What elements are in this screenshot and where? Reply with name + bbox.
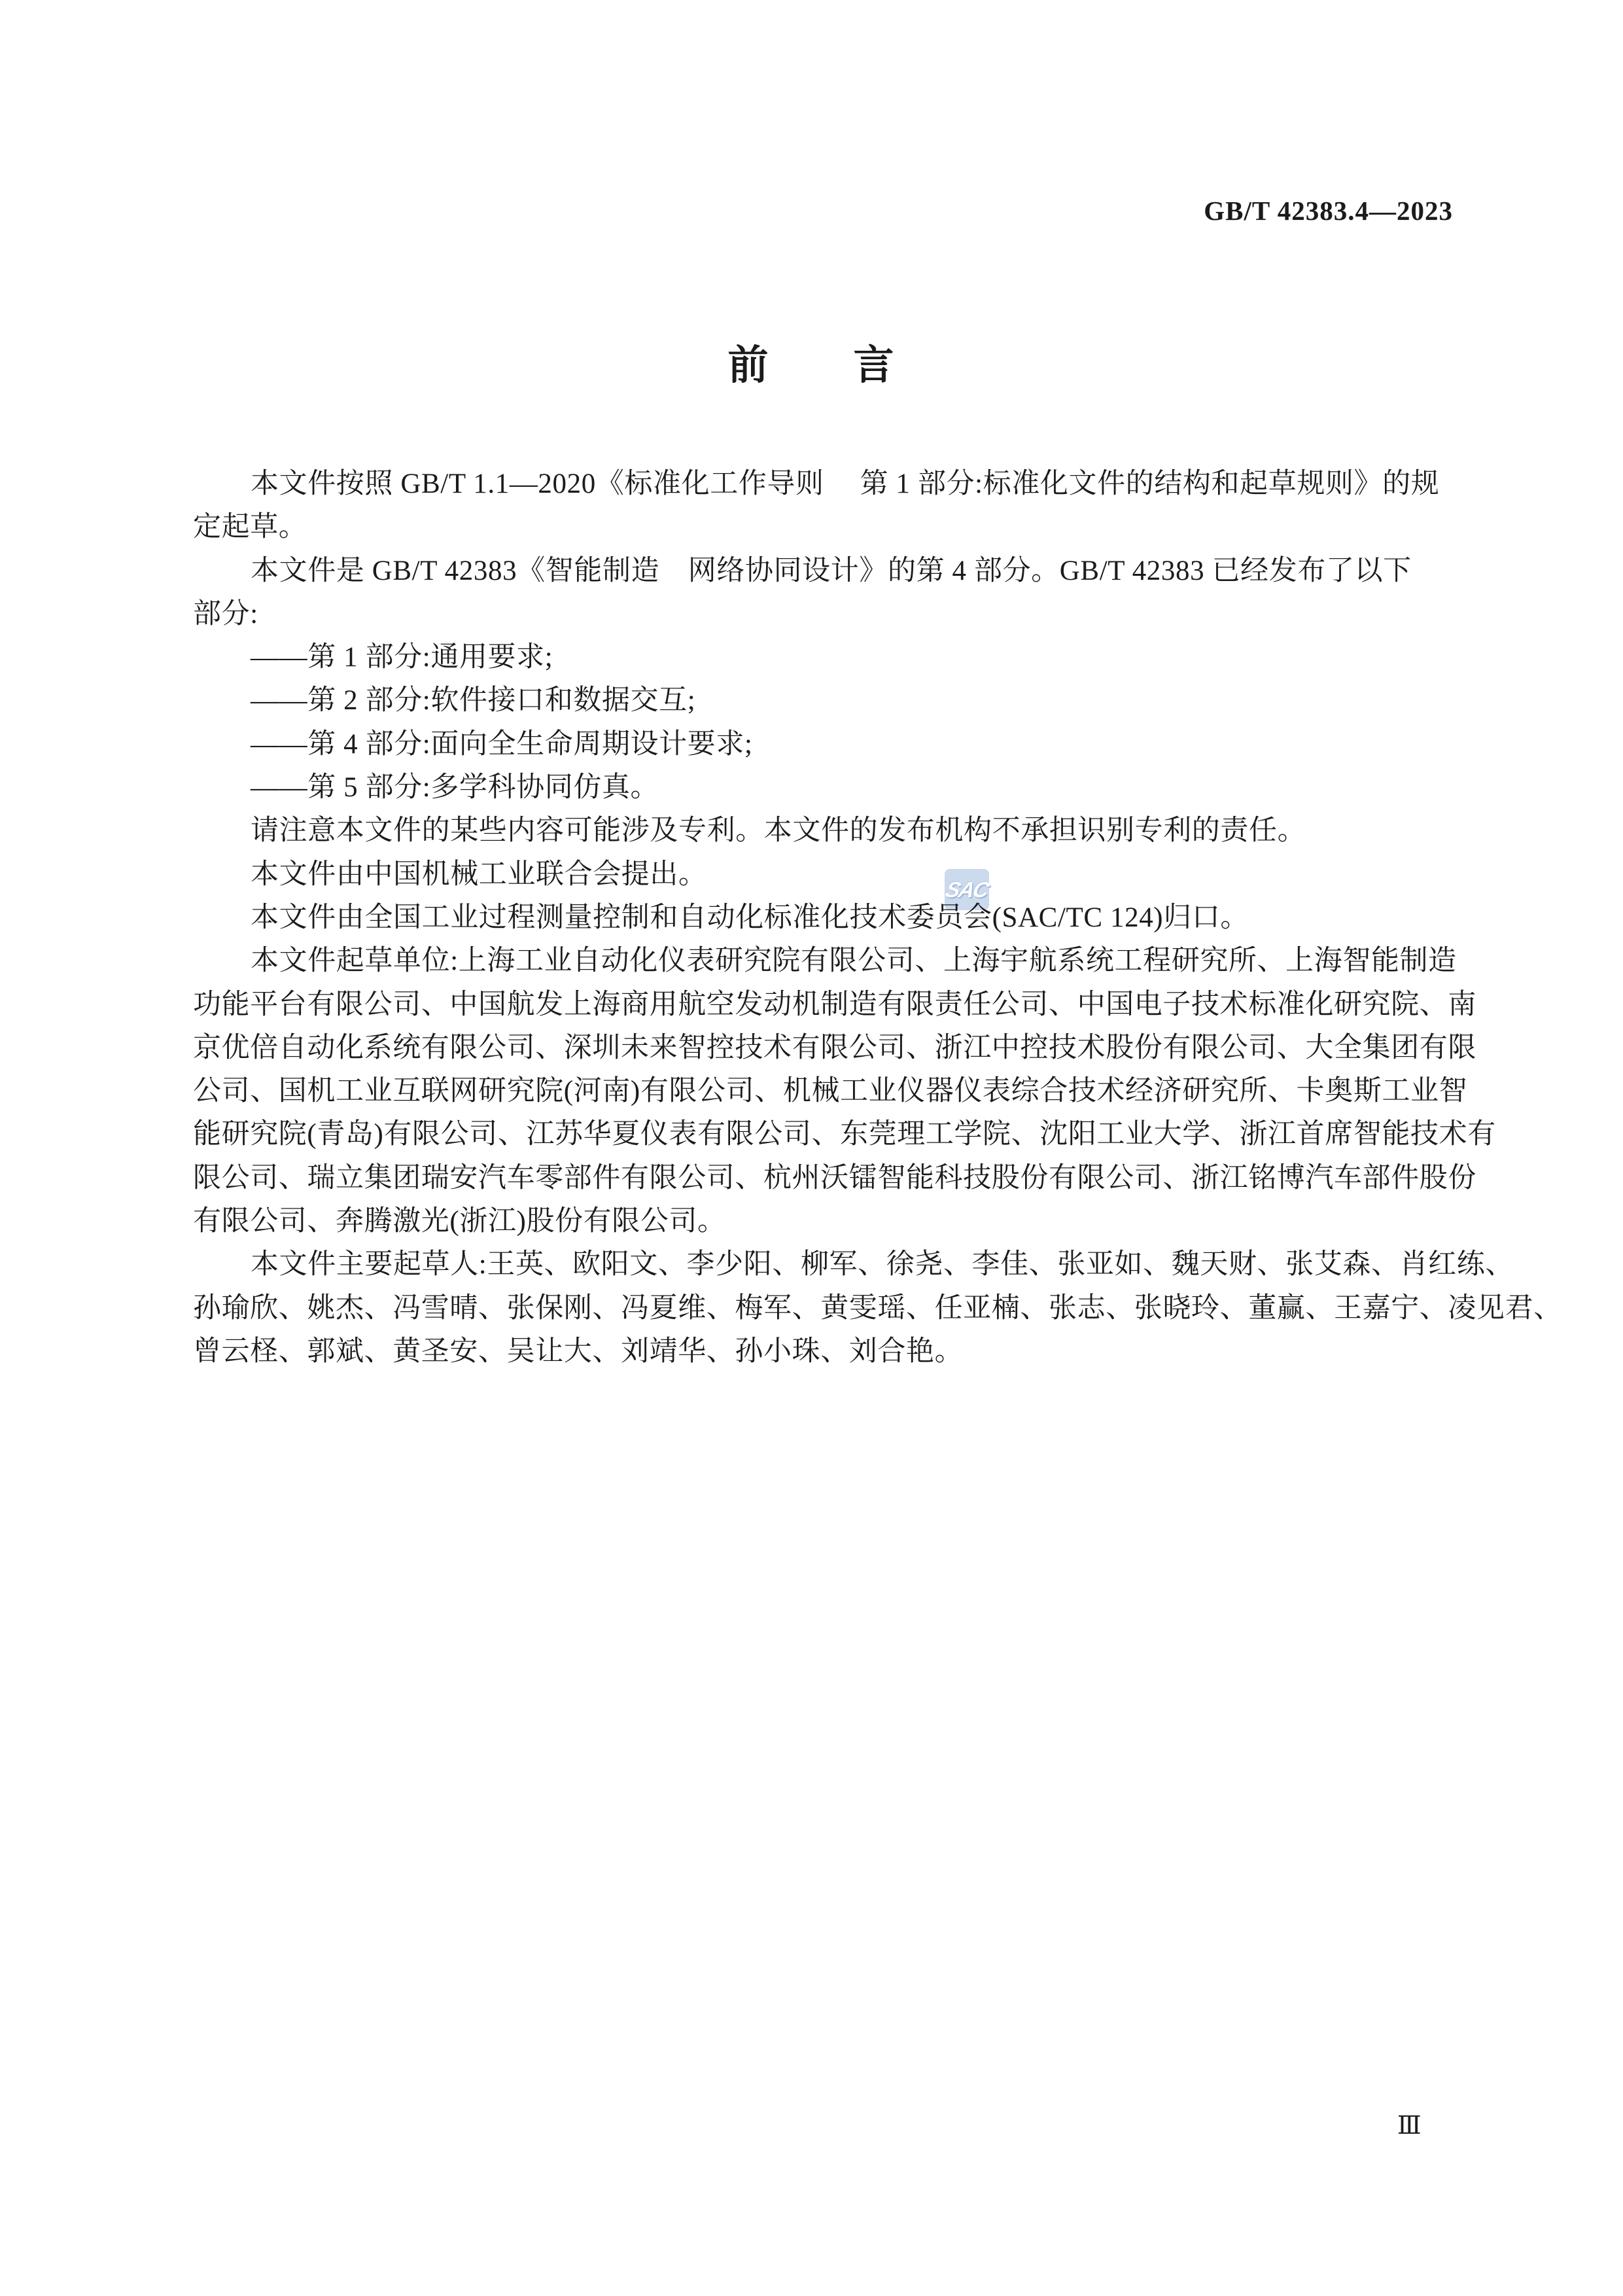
list-item-part4: ——第 4 部分:面向全生命周期设计要求;: [251, 728, 753, 760]
text-line: 限公司、瑞立集团瑞安汽车零部件有限公司、杭州沃镭智能科技股份有限公司、浙江铭博汽车部件股份: [193, 1162, 1476, 1193]
text-line: 曾云柽、郭斌、黄圣安、吴让大、刘靖华、孙小珠、刘合艳。: [193, 1335, 964, 1367]
text-line: 功能平台有限公司、中国航发上海商用航空发动机制造有限责任公司、中国电子技术标准化研究院、南: [193, 989, 1476, 1020]
text-line: 本文件是 GB/T 42383《智能制造 网络协同设计》的第 4 部分。GB/T 42383 已经发布了以下: [251, 555, 1412, 586]
page-title: 前 言: [727, 343, 896, 388]
text-line: 本文件由全国工业过程测量控制和自动化标准化技术委员会(SAC/TC 124)归口。: [251, 902, 1249, 933]
text-line: 定起草。: [193, 512, 307, 543]
text-line: 本文件起草单位:上海工业自动化仪表研究院有限公司、上海宇航系统工程研究所、上海智能制造: [251, 945, 1457, 977]
list-item-part5: ——第 5 部分:多学科协同仿真。: [251, 772, 659, 804]
text-line: 部分:: [193, 598, 258, 629]
list-item-part1: ——第 1 部分:通用要求;: [251, 642, 553, 673]
text-line: 请注意本文件的某些内容可能涉及专利。本文件的发布机构不承担识别专利的责任。: [251, 815, 1306, 847]
text-line: 有限公司、奔腾激光(浙江)股份有限公司。: [193, 1206, 726, 1237]
foreword-body: [193, 463, 1562, 1373]
list-item-part2: ——第 2 部分:软件接口和数据交互;: [251, 685, 696, 716]
text-line: 孙瑜欣、姚杰、冯雪晴、张保刚、冯夏维、梅军、黄雯瑶、任亚楠、张志、张晓玲、董赢、王嘉宁、凌见君、: [193, 1292, 1562, 1324]
page-number: Ⅲ: [1397, 2112, 1422, 2140]
text-line: 京优倍自动化系统有限公司、深圳未来智控技术有限公司、浙江中控技术股份有限公司、大全集团有限: [193, 1032, 1476, 1063]
text-line: 本文件由中国机械工业联合会提出。: [251, 858, 707, 890]
sac-watermark-text: SAC: [943, 877, 991, 902]
standard-code: GB/T 42383.4—2023: [1204, 196, 1453, 226]
text-line: 能研究院(青岛)有限公司、江苏华夏仪表有限公司、东莞理工学院、沈阳工业大学、浙江首席智能技术有: [193, 1119, 1496, 1150]
text-line: 本文件按照 GB/T 1.1—2020《标准化工作导则 第 1 部分:标准化文件的结构和起草规则》的规: [251, 468, 1440, 499]
text-line: 本文件主要起草人:王英、欧阳文、李少阳、柳军、徐尧、李佳、张亚如、魏天财、张艾森、肖红练、: [251, 1249, 1514, 1280]
text-line: 公司、国机工业互联网研究院(河南)有限公司、机械工业仪器仪表综合技术经济研究所、卡奥斯工业智: [193, 1076, 1468, 1107]
